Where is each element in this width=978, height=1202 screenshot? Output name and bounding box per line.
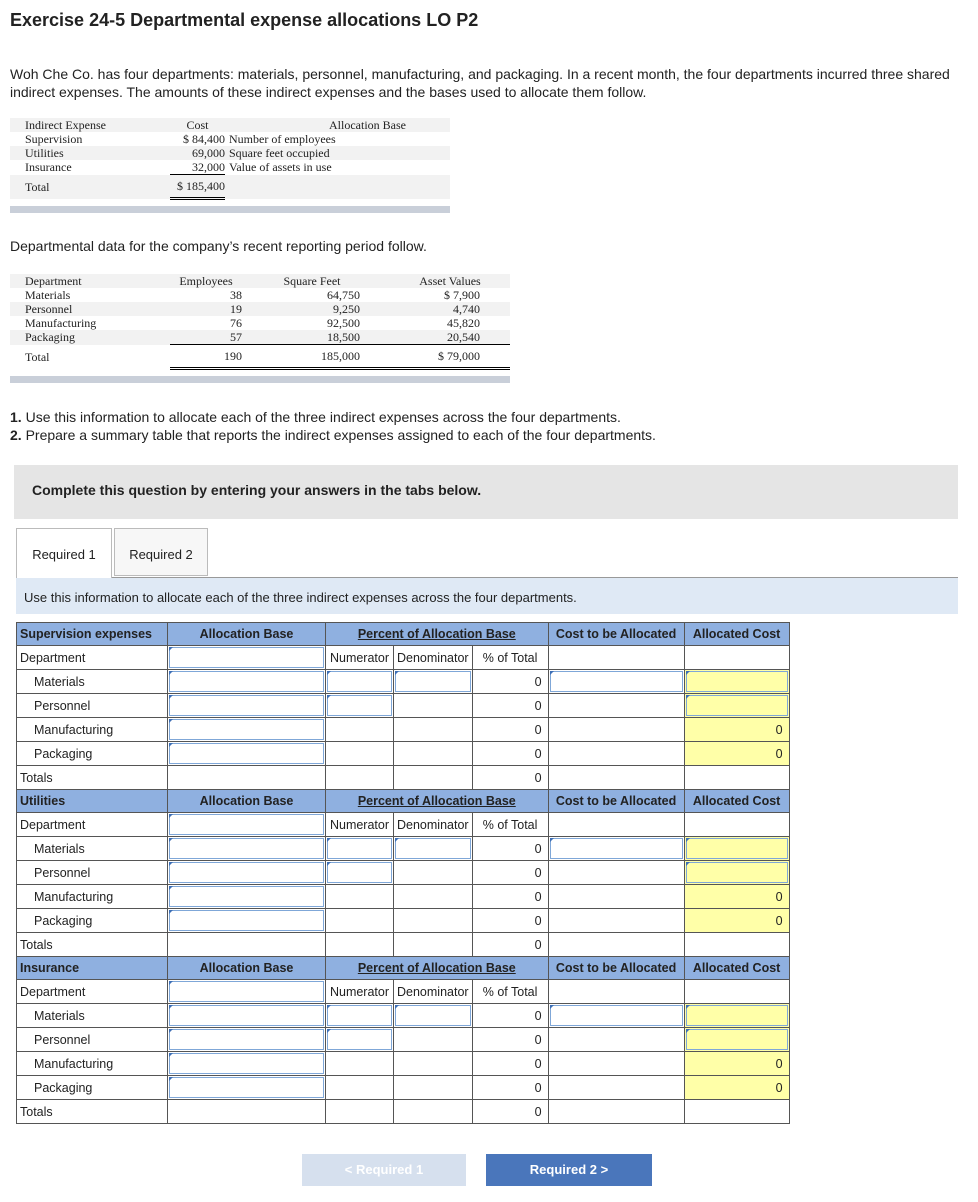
header-employees: Employees [179,274,233,288]
department-row [17,718,790,742]
totals-label: Totals [17,1100,168,1124]
dept-name: Materials [25,288,71,302]
allocation-base-input[interactable] [168,861,326,885]
percent-of-total-value: 0 [472,885,548,909]
cost-to-be-allocated-input[interactable] [548,837,684,861]
allocated-cost-value: 0 [684,885,789,909]
numerator-label: Numerator [326,980,394,1004]
empty-cell [548,1052,684,1076]
numerator-label: Numerator [326,646,394,670]
empty-cell [548,766,684,790]
dept-employees: 19 [230,302,242,316]
totals-label: Totals [17,933,168,957]
col-cost-to-be-allocated: Cost to be Allocated [548,623,684,646]
department-row [17,1052,790,1076]
percent-total-value: 0 [472,766,548,790]
percent-of-total-value: 0 [472,1004,548,1028]
allocation-base-input[interactable] [168,1076,326,1100]
percent-total-value: 0 [472,1100,548,1124]
dept-assets: $ 7,900 [444,288,480,302]
empty-cell [168,1100,326,1124]
empty-cell [548,646,684,670]
totals-row [17,933,790,957]
percent-of-total-value: 0 [472,1028,548,1052]
empty-cell [326,909,394,933]
empty-cell [394,1100,473,1124]
allocation-base-input[interactable] [168,885,326,909]
denominator-input[interactable] [394,670,473,694]
tab-required-2[interactable]: Required 2 [114,528,208,576]
department-subheader-row [17,980,790,1004]
col-allocation-base: Allocation Base [168,790,326,813]
department-name: Materials [17,1004,168,1028]
department-row [17,694,790,718]
tab-required-1[interactable]: Required 1 [16,528,112,578]
expense-name: Utilities [25,146,64,160]
instruction-2-text: Prepare a summary table that reports the indirect expenses assigned to each of the four departments. [21,427,656,443]
expense-cost: 69,000 [192,146,225,160]
percent-of-total-value: 0 [472,909,548,933]
percent-of-total-label: % of Total [472,980,548,1004]
allocated-cost-input[interactable] [684,670,789,694]
allocation-base-input[interactable] [168,718,326,742]
allocated-cost-input[interactable] [684,694,789,718]
empty-cell [684,813,789,837]
allocated-cost-value: 0 [684,1076,789,1100]
next-required-2-button[interactable]: Required 2 > [486,1154,652,1186]
dept-employees: 38 [230,288,242,302]
empty-cell [326,742,394,766]
percent-total-value: 0 [472,933,548,957]
expense-base: Square feet occupied [229,146,330,160]
dept-name: Manufacturing [25,316,97,330]
expense-name: Insurance [25,160,72,175]
empty-cell [394,718,473,742]
col-allocated-cost: Allocated Cost [684,623,789,646]
department-name: Packaging [17,909,168,933]
department-row [17,1004,790,1028]
section-header-row [17,623,790,646]
col-percent-of-allocation-base: Percent of Allocation Base [326,623,549,646]
department-name: Personnel [17,694,168,718]
percent-of-total-value: 0 [472,742,548,766]
allocation-base-input[interactable] [168,742,326,766]
empty-cell [548,718,684,742]
empty-cell [394,885,473,909]
denominator-label: Denominator [394,646,473,670]
allocated-cost-value: 0 [684,1052,789,1076]
numerator-input[interactable] [326,861,394,885]
numerator-input[interactable] [326,1004,394,1028]
numerator-input[interactable] [326,694,394,718]
prev-required-1-button[interactable]: < Required 1 [302,1154,466,1186]
empty-cell [684,980,789,1004]
empty-cell [548,933,684,957]
allocated-cost-value: 0 [684,742,789,766]
expense-table [10,118,450,200]
col-allocated-cost: Allocated Cost [684,957,789,980]
department-subheader-row [17,646,790,670]
empty-cell [394,1076,473,1100]
dept-sqft: 92,500 [327,316,360,330]
header-asset-values: Asset Values [419,274,481,288]
percent-of-total-value: 0 [472,670,548,694]
department-name: Personnel [17,1028,168,1052]
department-row [17,670,790,694]
dept-total-label: Total [25,349,50,364]
dept-sqft: 9,250 [333,302,360,316]
empty-cell [548,742,684,766]
allocated-cost-value: 0 [684,718,789,742]
empty-cell [394,766,473,790]
empty-cell [168,933,326,957]
empty-cell [684,766,789,790]
dept-total-sqft: 185,000 [242,345,360,369]
empty-cell [548,861,684,885]
intro-text: Woh Che Co. has four departments: materials, personnel, manufacturing, and packaging. In a recent month, the four departments incurred three shared indirect expenses. The amounts of these indirect expenses and the bases used to allocate them follow. [10,66,950,100]
empty-cell [548,885,684,909]
col-cost-to-be-allocated: Cost to be Allocated [548,790,684,813]
allocated-cost-input[interactable] [684,837,789,861]
numerator-input[interactable] [326,1028,394,1052]
denominator-input[interactable] [394,1004,473,1028]
department-name: Personnel [17,861,168,885]
header-department: Department [25,274,82,288]
allocation-base-input[interactable] [168,980,326,1004]
section-header-row [17,790,790,813]
allocation-base-input[interactable] [168,1004,326,1028]
allocated-cost-value: 0 [684,909,789,933]
empty-cell [548,1076,684,1100]
department-subheader-row [17,813,790,837]
numerator-input[interactable] [326,670,394,694]
allocation-base-input[interactable] [168,837,326,861]
allocation-base-input[interactable] [168,1052,326,1076]
empty-cell [168,766,326,790]
header-square-feet: Square Feet [283,274,341,288]
page-title: Exercise 24-5 Departmental expense allocations LO P2 [10,10,479,30]
department-name: Packaging [17,742,168,766]
empty-cell [394,742,473,766]
empty-cell [394,909,473,933]
allocation-base-input[interactable] [168,1028,326,1052]
complete-banner: Complete this question by entering your answers in the tabs below. [14,465,958,519]
dept-total-assets: $ 79,000 [360,345,510,369]
empty-cell [394,861,473,885]
percent-of-total-label: % of Total [472,813,548,837]
department-row [17,861,790,885]
empty-cell [326,718,394,742]
section-title: Supervision expenses [17,623,168,646]
empty-cell [394,1028,473,1052]
empty-cell [684,933,789,957]
expense-base: Number of employees [229,132,336,146]
instruction-2-number: 2. [10,427,22,443]
col-allocation-base: Allocation Base [168,623,326,646]
dept-assets: 4,740 [453,302,480,316]
allocated-cost-input[interactable] [684,1028,789,1052]
cost-to-be-allocated-input[interactable] [548,670,684,694]
department-label: Department [17,980,168,1004]
empty-cell [326,933,394,957]
department-name: Manufacturing [17,718,168,742]
department-row [17,1028,790,1052]
col-percent-of-allocation-base: Percent of Allocation Base [326,957,549,980]
expense-name: Supervision [25,132,83,146]
empty-cell [548,813,684,837]
allocation-base-input[interactable] [168,646,326,670]
department-row [17,909,790,933]
allocated-cost-input[interactable] [684,861,789,885]
totals-label: Totals [17,766,168,790]
percent-of-total-value: 0 [472,861,548,885]
totals-row [17,1100,790,1124]
dept-total-employees: 190 [170,345,242,369]
percent-of-total-value: 0 [472,1052,548,1076]
instruction-1-text: Use this information to allocate each of the three indirect expenses across the four departments. [21,409,621,425]
empty-cell [548,1100,684,1124]
department-name: Manufacturing [17,1052,168,1076]
department-name: Packaging [17,1076,168,1100]
denominator-label: Denominator [394,980,473,1004]
header-indirect-expense: Indirect Expense [25,118,106,132]
denominator-label: Denominator [394,813,473,837]
allocation-grid [16,622,790,1124]
col-percent-of-allocation-base: Percent of Allocation Base [326,790,549,813]
dept-sqft: 64,750 [327,288,360,302]
allocation-base-input[interactable] [168,813,326,837]
empty-cell [548,1028,684,1052]
dept-employees: 57 [170,330,242,345]
cost-to-be-allocated-input[interactable] [548,1004,684,1028]
expense-total-cost: $ 185,400 [170,175,225,199]
section-title: Utilities [17,790,168,813]
department-row [17,1076,790,1100]
dept-sqft: 18,500 [242,330,360,345]
dept-employees: 76 [230,316,242,330]
instructions [10,408,656,444]
empty-cell [326,766,394,790]
department-row [17,837,790,861]
empty-cell [326,1076,394,1100]
empty-cell [394,1052,473,1076]
empty-cell [684,646,789,670]
percent-of-total-label: % of Total [472,646,548,670]
expense-base: Value of assets in use [229,160,332,175]
col-allocated-cost: Allocated Cost [684,790,789,813]
department-label: Department [17,813,168,837]
empty-cell [326,1100,394,1124]
allocated-cost-input[interactable] [684,1004,789,1028]
col-cost-to-be-allocated: Cost to be Allocated [548,957,684,980]
percent-of-total-value: 0 [472,718,548,742]
percent-of-total-value: 0 [472,694,548,718]
allocation-base-input[interactable] [168,670,326,694]
col-allocation-base: Allocation Base [168,957,326,980]
expense-cost: 32,000 [170,160,225,175]
expense-cost: $ 84,400 [183,132,225,146]
percent-of-total-value: 0 [472,837,548,861]
empty-cell [326,885,394,909]
department-row [17,742,790,766]
dept-intro: Departmental data for the company’s recent reporting period follow. [10,238,427,254]
empty-cell [394,933,473,957]
department-row [17,885,790,909]
allocation-base-input[interactable] [168,694,326,718]
denominator-input[interactable] [394,837,473,861]
dept-name: Packaging [25,330,75,345]
section-title: Insurance [17,957,168,980]
department-table [10,274,510,370]
empty-cell [548,909,684,933]
header-allocation-base: Allocation Base [329,118,406,132]
instruction-1-number: 1. [10,409,22,425]
header-cost: Cost [186,118,209,132]
dept-name: Personnel [25,302,73,316]
percent-of-total-value: 0 [472,1076,548,1100]
empty-cell [548,694,684,718]
empty-cell [394,694,473,718]
allocation-base-input[interactable] [168,909,326,933]
department-label: Department [17,646,168,670]
department-name: Manufacturing [17,885,168,909]
totals-row [17,766,790,790]
department-name: Materials [17,837,168,861]
empty-cell [548,980,684,1004]
dept-assets: 45,820 [447,316,480,330]
tab-description: Use this information to allocate each of the three indirect expenses across the four departments. [16,578,958,614]
numerator-input[interactable] [326,837,394,861]
expense-total-label: Total [25,179,50,194]
empty-cell [684,1100,789,1124]
empty-cell [326,1052,394,1076]
department-name: Materials [17,670,168,694]
numerator-label: Numerator [326,813,394,837]
section-header-row [17,957,790,980]
dept-assets: 20,540 [360,330,510,345]
